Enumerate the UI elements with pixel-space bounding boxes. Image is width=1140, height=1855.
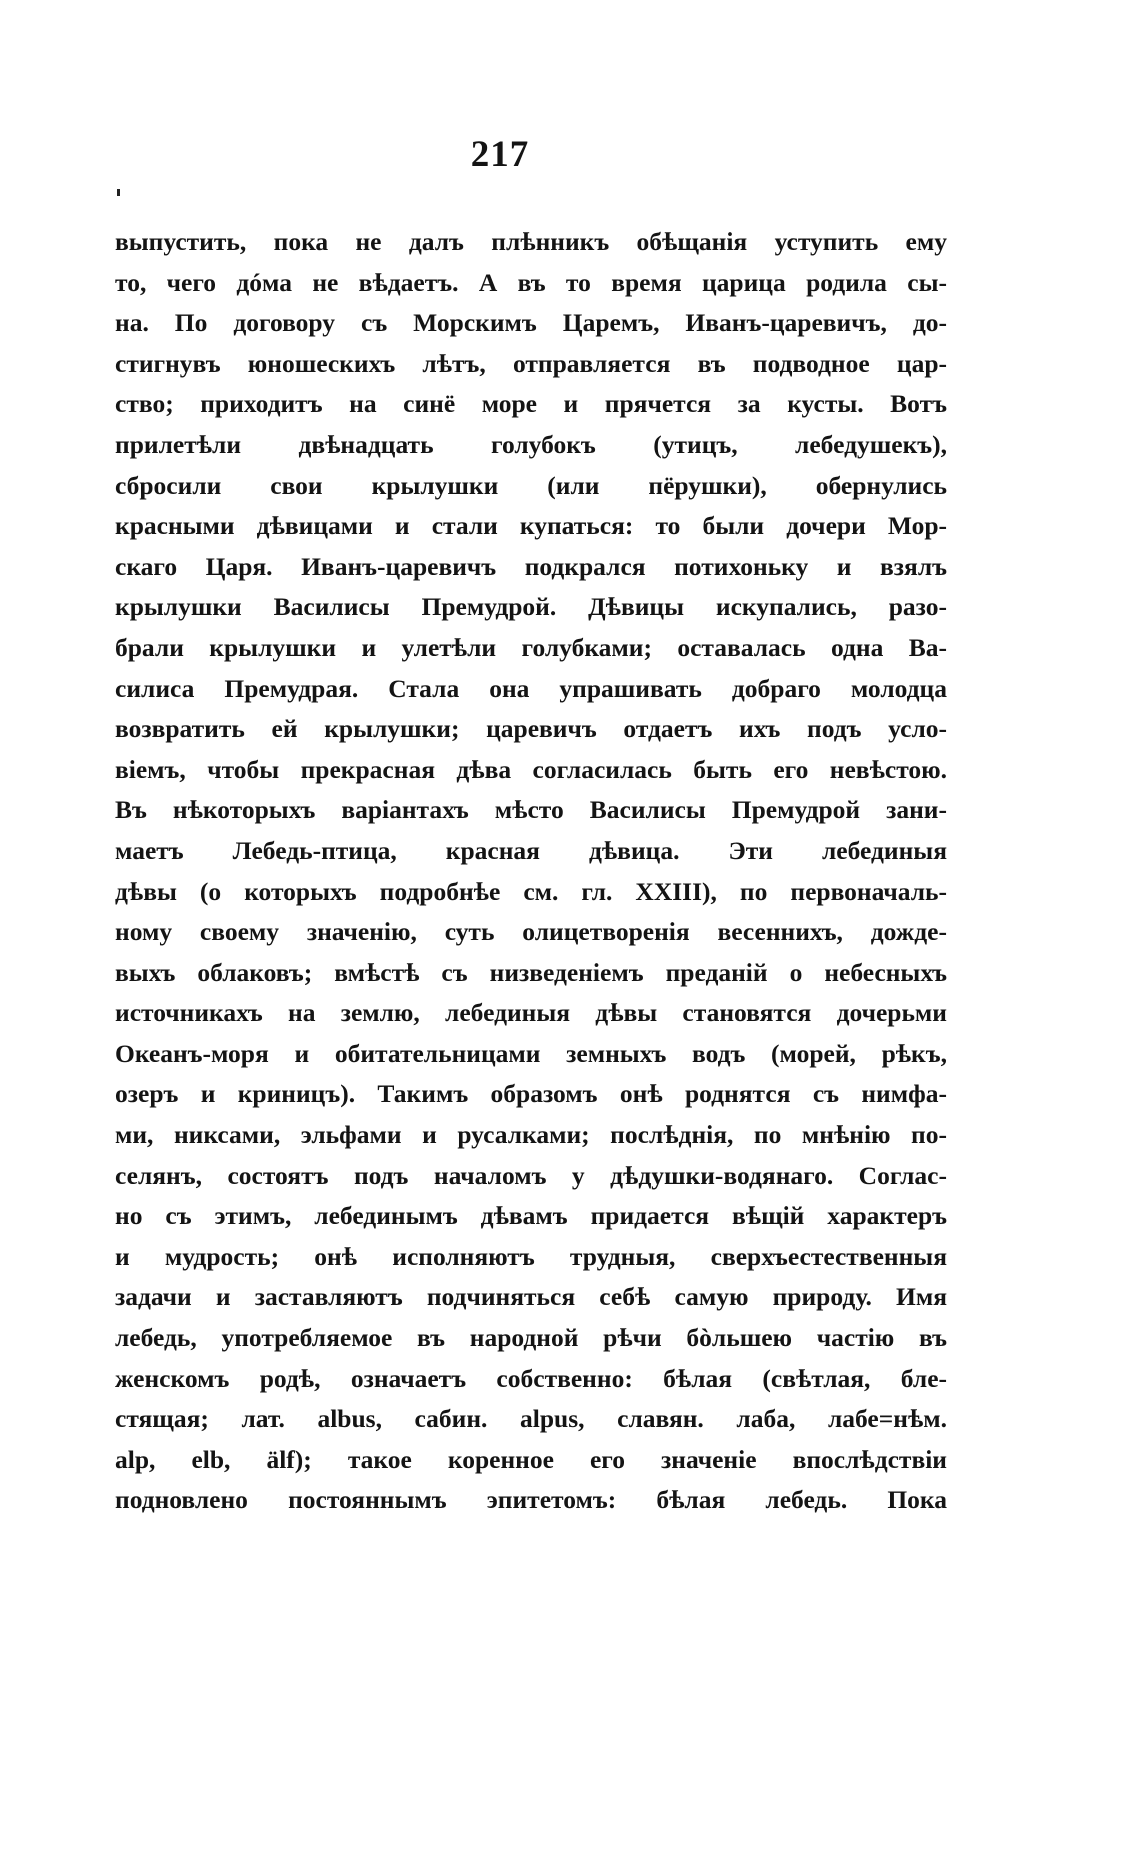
text-line: то, чего дóма не вѣдаетъ. А въ то время царица родила сы- [115, 267, 947, 297]
text-line: alp, elb, älf); такое коренное его значеніе впослѣдствіи [115, 1444, 947, 1474]
text-line: женскомъ родѣ, означаетъ собственно: бѣлая (свѣтлая, бле- [115, 1363, 947, 1393]
text-line: лебедь, употребляемое въ народной рѣчи бòльшею частію въ [115, 1323, 947, 1353]
text-line: брали крылушки и улетѣли голубками; оставалась одна Ва- [115, 632, 947, 662]
text-line: віемъ, чтобы прекрасная дѣва согласилась быть его невѣстою. [115, 754, 947, 784]
text-line: ному своему значенію, суть олицетворенія весеннихъ, дожде- [115, 917, 947, 947]
body-text [115, 222, 947, 1521]
text-line: выпустить, пока не далъ плѣнникъ обѣщанія уступить ему [115, 227, 947, 256]
text-line: возвратить ей крылушки; царевичъ отдаетъ ихъ подъ усло- [115, 714, 947, 744]
print-speck [117, 189, 120, 196]
text-line: источникахъ на землю, лебединыя дѣвы становятся дочерьми [115, 998, 947, 1028]
text-line: стящая; лат. albus, сабин. alpus, славян. лаба, лабе=нѣм. [115, 1404, 947, 1434]
text-line: красными дѣвицами и стали купаться: то были дочери Мор- [115, 511, 947, 541]
text-line: задачи и заставляютъ подчиняться себѣ самую природу. Имя [115, 1282, 947, 1312]
text-line: на. По договору съ Морскимъ Царемъ, Иванъ-царевичъ, до- [115, 308, 947, 338]
text-line: маетъ Лебедь-птица, красная дѣвица. Эти лебединыя [115, 835, 947, 865]
text-line: крылушки Василисы Премудрой. Дѣвицы искупались, разо- [115, 592, 947, 622]
text-line: но съ этимъ, лебединымъ дѣвамъ придается вѣщій характеръ [115, 1201, 947, 1231]
text-line: и мудрость; онѣ исполняютъ трудныя, сверхъестественныя [115, 1241, 947, 1271]
text-line: подновлено постояннымъ эпитетомъ: бѣлая лебедь. Пока [115, 1485, 947, 1515]
page-number: 217 [470, 134, 530, 175]
text-line: ство; приходитъ на синё море и прячется за кусты. Вотъ [115, 389, 947, 419]
text-line: стигнувъ юношескихъ лѣтъ, отправляется въ подводное цар- [115, 348, 947, 378]
text-line: Въ нѣкоторыхъ варіантахъ мѣсто Василисы Премудрой зани- [115, 795, 947, 825]
text-line: сбросили свои крылушки (или пёрушки), обернулись [115, 470, 947, 500]
text-line: прилетѣли двѣнадцать голубокъ (утицъ, лебедушекъ), [115, 429, 947, 459]
text-line: выхъ облаковъ; вмѣстѣ съ низведеніемъ преданій о небесныхъ [115, 957, 947, 987]
text-line: ми, никсами, эльфами и русалками; послѣднія, по мнѣнію по- [115, 1120, 947, 1150]
text-line: Океанъ-моря и обитательницами земныхъ водъ (морей, рѣкъ, [115, 1038, 947, 1068]
text-line: силиса Премудрая. Стала она упрашивать добраго молодца [115, 673, 947, 703]
text-line: дѣвы (о которыхъ подробнѣе см. гл. XXIII), по первоначаль- [115, 876, 947, 906]
text-line: селянъ, состоятъ подъ началомъ у дѣдушки-водянаго. Соглас- [115, 1160, 947, 1190]
text-line: скаго Царя. Иванъ-царевичъ подкрался потихоньку и взялъ [115, 551, 947, 581]
text-line: озеръ и криницъ). Такимъ образомъ онѣ роднятся съ нимфа- [115, 1079, 947, 1109]
